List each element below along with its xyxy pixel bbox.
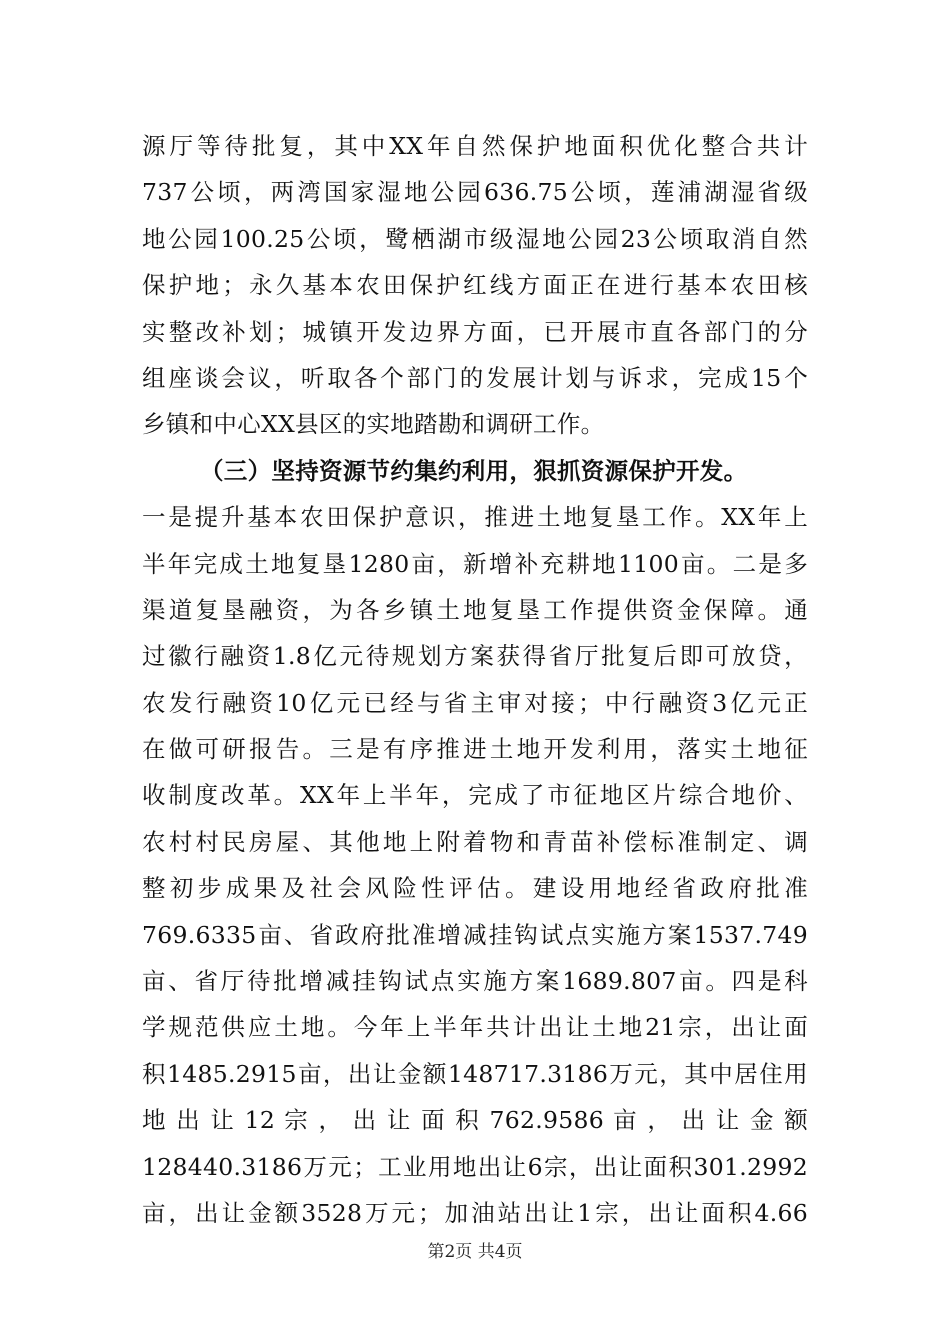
section-heading: （三）坚持资源节约集约利用，狠抓资源保护开发。 — [200, 456, 748, 485]
body-text — [142, 123, 808, 1236]
text-line: 亩、省厅待批增减挂钩试点实施方案1689.807亩。四是科 — [142, 967, 808, 996]
text-line: 乡镇和中心XX县区的实地踏勘和调研工作。 — [142, 410, 605, 439]
text-line: 整初步成果及社会风险性评估。建设用地经省政府批准 — [142, 874, 808, 903]
text-line: 769.6335亩、省政府批准增减挂钩试点实施方案1537.749 — [142, 920, 808, 949]
text-line: 渠道复垦融资，为各乡镇土地复垦工作提供资金保障。通 — [142, 595, 808, 624]
text-line: 128440.3186万元；工业用地出让6宗，出让面积301.2992 — [142, 1152, 808, 1181]
text-line: 实整改补划；城镇开发边界方面，已开展市直各部门的分 — [142, 317, 808, 346]
text-line: 地公园100.25公顷，鹭栖湖市级湿地公园23公顷取消自然 — [142, 224, 808, 253]
text-line: 组座谈会议，听取各个部门的发展计划与诉求，完成15个 — [142, 363, 808, 392]
text-line: 保护地；永久基本农田保护红线方面正在进行基本农田核 — [142, 271, 808, 300]
text-line: 一是提升基本农田保护意识，推进土地复垦工作。XX年上 — [142, 503, 808, 532]
text-line: 地 出 让 12 宗 ， 出 让 面 积 762.9586 亩 ， 出 让 金 额 — [142, 1106, 808, 1135]
text-line: 过徽行融资1.8亿元待规划方案获得省厅批复后即可放贷， — [142, 642, 808, 671]
text-line: 农发行融资10亿元已经与省主审对接；中行融资3亿元正 — [142, 688, 808, 717]
text-line: 在做可研报告。三是有序推进土地开发利用，落实土地征 — [142, 735, 808, 764]
page-footer: 第2页 共4页 — [427, 1242, 523, 1262]
text-line: 源厅等待批复，其中XX年自然保护地面积优化整合共计 — [142, 132, 808, 160]
text-line: 积1485.2915亩，出让金额148717.3186万元，其中居住用 — [142, 1059, 808, 1088]
text-line: 农村村民房屋、其他地上附着物和青苗补偿标准制定、调 — [142, 827, 808, 856]
text-line: 学规范供应土地。今年上半年共计出让土地21宗，出让面 — [142, 1013, 808, 1042]
text-line: 半年完成土地复垦1280亩，新增补充耕地1100亩。二是多 — [142, 549, 808, 578]
text-line: 737公顷，两湾国家湿地公园636.75公顷，莲浦湖湿省级 — [142, 178, 808, 207]
text-line: 亩，出让金额3528万元；加油站出让1宗，出让面积4.66 — [142, 1198, 808, 1227]
text-line: 收制度改革。XX年上半年，完成了市征地区片综合地价、 — [142, 781, 808, 810]
